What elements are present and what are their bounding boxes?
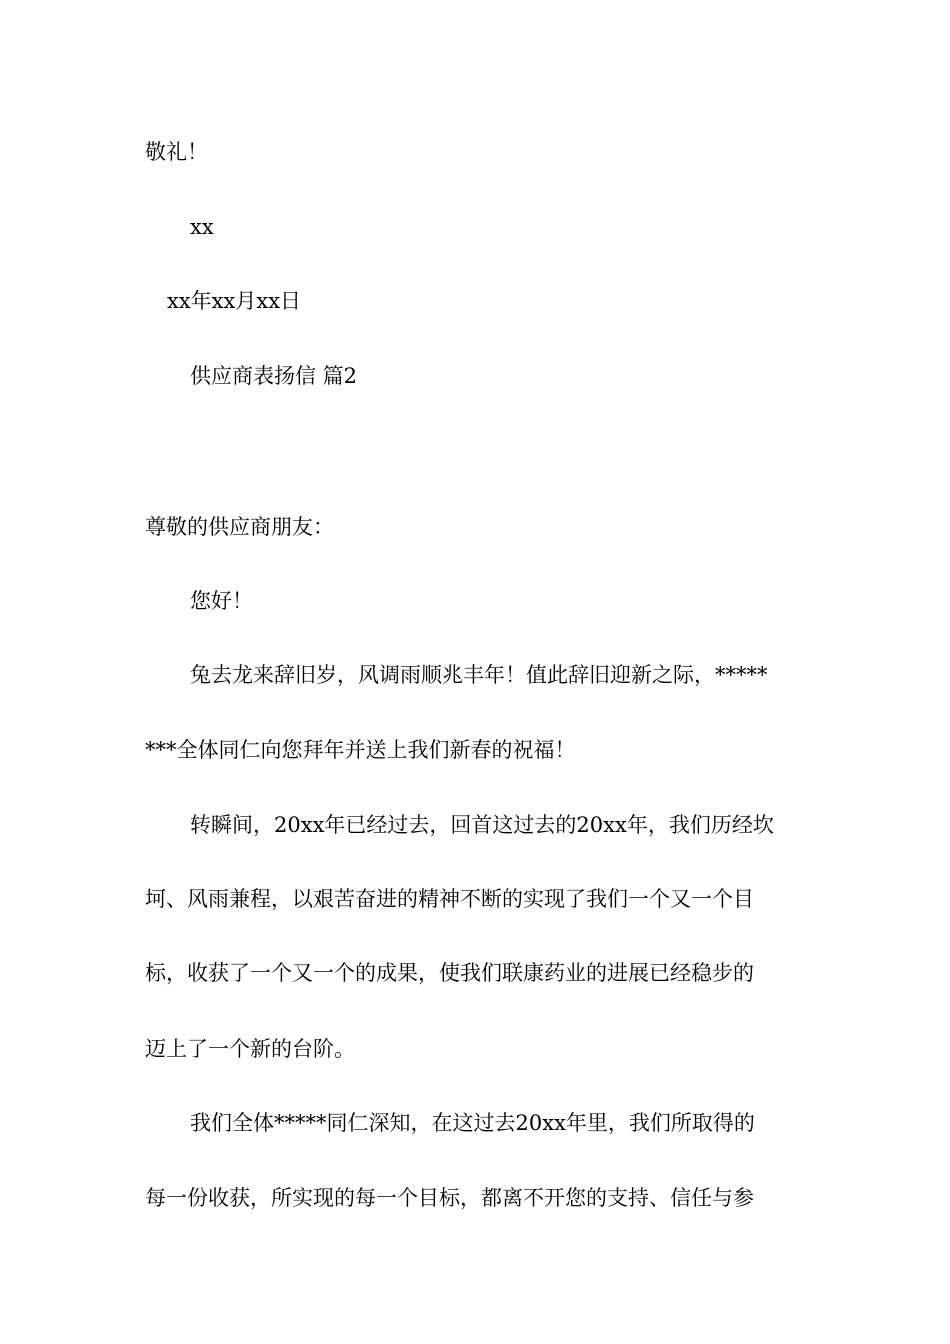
letter-heading: 供应商表扬信 篇2 (190, 364, 358, 388)
closing-text: 敬礼！ (145, 140, 208, 164)
body-line: 转瞬间，20xx年已经过去，回首这过去的20xx年，我们历经坎 (190, 813, 774, 837)
letter-date: xx年xx月xx日 (167, 289, 302, 313)
greeting-text: 您好！ (190, 589, 253, 613)
body-line: 迈上了一个新的台阶。 (145, 1037, 355, 1061)
salutation-text: 尊敬的供应商朋友： (145, 515, 334, 539)
body-line: 我们全体*****同仁深知，在这过去20xx年里，我们所取得的 (190, 1111, 755, 1135)
sender-name: xx (190, 215, 214, 239)
body-line: 兔去龙来辞旧岁，风调雨顺兆丰年！值此辞旧迎新之际，***** (190, 663, 768, 687)
body-line: 标，收获了一个又一个的成果，使我们联康药业的进展已经稳步的 (145, 961, 754, 985)
body-line: 每一份收获，所实现的每一个目标，都离不开您的支持、信任与参 (145, 1186, 754, 1210)
body-line: 坷、风雨兼程，以艰苦奋进的精神不断的实现了我们一个又一个目 (145, 887, 754, 911)
body-line: ***全体同仁向您拜年并送上我们新春的祝福！ (145, 738, 576, 762)
